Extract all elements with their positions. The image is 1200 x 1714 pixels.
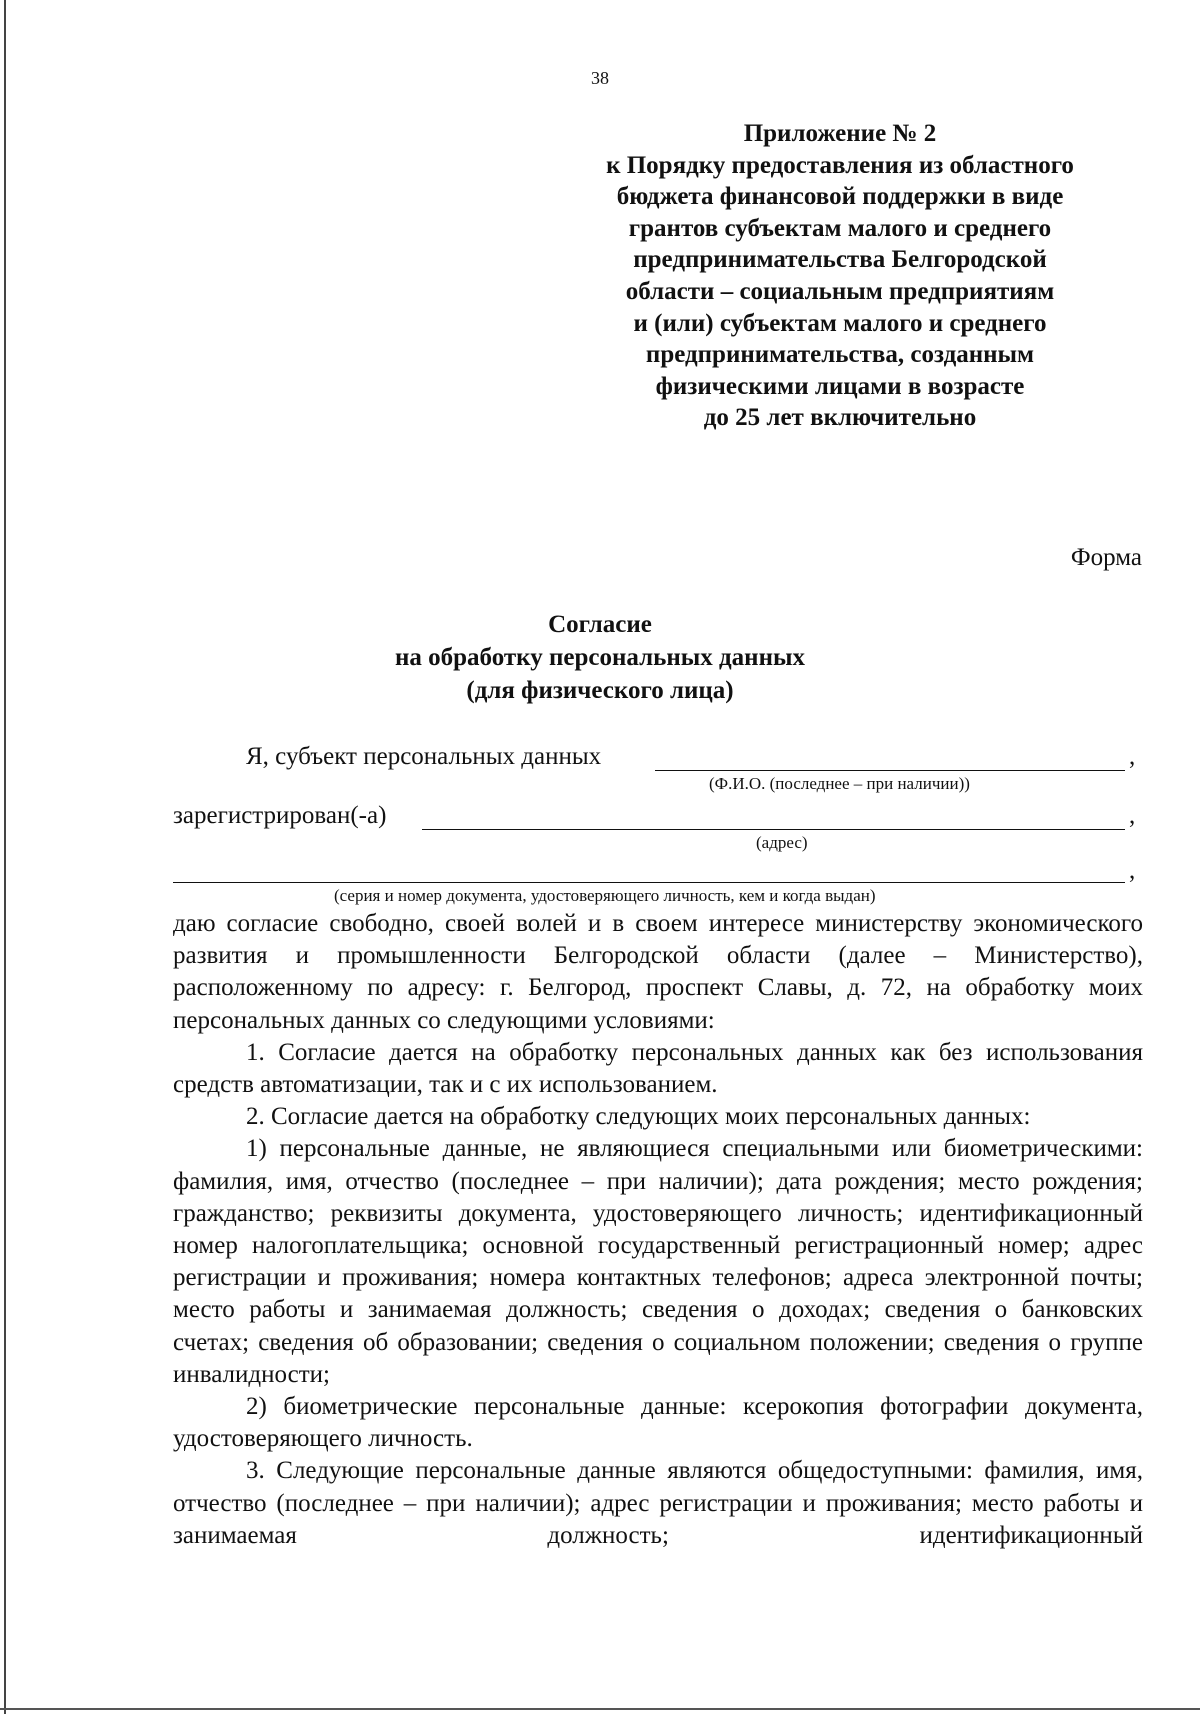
appendix-line: до 25 лет включительно bbox=[703, 404, 977, 432]
appendix-header bbox=[560, 118, 1120, 434]
appendix-line: предпринимательства Белгородской bbox=[633, 246, 1047, 274]
subject-label: Я, субъект персональных данных bbox=[246, 743, 602, 770]
address-caption: (адрес) bbox=[756, 833, 808, 852]
fio-caption: (Ф.И.О. (последнее – при наличии)) bbox=[709, 774, 970, 793]
address-blank-line[interactable] bbox=[422, 829, 1125, 830]
paragraph: 2. Согласие дается на обработку следующих моих персональных данных: bbox=[246, 1103, 1031, 1131]
title-line: Согласие bbox=[548, 611, 652, 638]
appendix-line: грантов субъектам малого и среднего bbox=[628, 214, 1052, 242]
consent-body bbox=[173, 908, 1143, 1552]
registered-label: зарегистрирован(-а) bbox=[173, 802, 387, 829]
document-caption: (серия и номер документа, удостоверяющего личность, кем и когда выдан) bbox=[334, 886, 876, 905]
appendix-line: физическими лицами в возрасте bbox=[655, 372, 1025, 400]
form-label: Форма bbox=[1070, 544, 1142, 571]
page-number: 38 bbox=[591, 68, 609, 88]
paragraph: 2) биометрические персональные данные: ксерокопия фотографии документа, удостоверяющего личность. bbox=[173, 1393, 1143, 1453]
document-title bbox=[0, 608, 1200, 707]
paragraph: 1. Согласие дается на обработку персональных данных как без использования средств автоматизации, так и с их использованием. bbox=[173, 1038, 1143, 1099]
scan-left-edge bbox=[4, 0, 6, 1714]
paragraph: даю согласие свободно, своей волей и в своем интересе министерству экономического развития и промышленности Белгородской области (далее – Министерство), расположенному по адресу: г. Белгород, проспект Славы, д. 72, на обработку моих персональных данных со следующими условиями: bbox=[173, 910, 1143, 1034]
title-line: (для физического лица) bbox=[466, 677, 734, 704]
appendix-line: предпринимательства, созданным bbox=[645, 341, 1035, 369]
appendix-line: бюджета финансовой поддержки в виде bbox=[616, 183, 1064, 211]
paragraph: 1) персональные данные, не являющиеся специальными или биометрическими: фамилия, имя, отчество (последнее – при наличии); дата рождения; место рождения; гражданство; реквизиты документа, удостоверяющего личность; идентификационный номер налогоплательщика; основной государственный регистрационный номер; адрес регистрации и проживания; номера контактных телефонов; адреса электронной почты; место работы и занимаемая должность; сведения о доходах; сведения о банковских счетах; сведения об образовании; сведения о социальном положении; сведения о группе инвалидности; bbox=[173, 1135, 1143, 1388]
comma: , bbox=[1129, 802, 1136, 829]
scan-bottom-edge bbox=[0, 1708, 1200, 1710]
appendix-line: к Порядку предоставления из областного bbox=[606, 151, 1074, 179]
comma: , bbox=[1129, 857, 1136, 884]
document-blank-line[interactable] bbox=[173, 882, 1125, 883]
appendix-line: Приложение № 2 bbox=[743, 120, 937, 147]
title-line: на обработку персональных данных bbox=[395, 644, 805, 671]
comma: , bbox=[1129, 743, 1136, 770]
paragraph: 3. Следующие персональные данные являются общедоступными: фамилия, имя, отчество (последнее – при наличии); адрес регистрации и проживания; место работы и занимаемая должность; идентификационный bbox=[173, 1457, 1143, 1549]
appendix-line: области – социальным предприятиям bbox=[625, 277, 1055, 305]
fio-blank-line[interactable] bbox=[655, 770, 1125, 771]
appendix-line: и (или) субъектам малого и среднего bbox=[633, 309, 1047, 337]
